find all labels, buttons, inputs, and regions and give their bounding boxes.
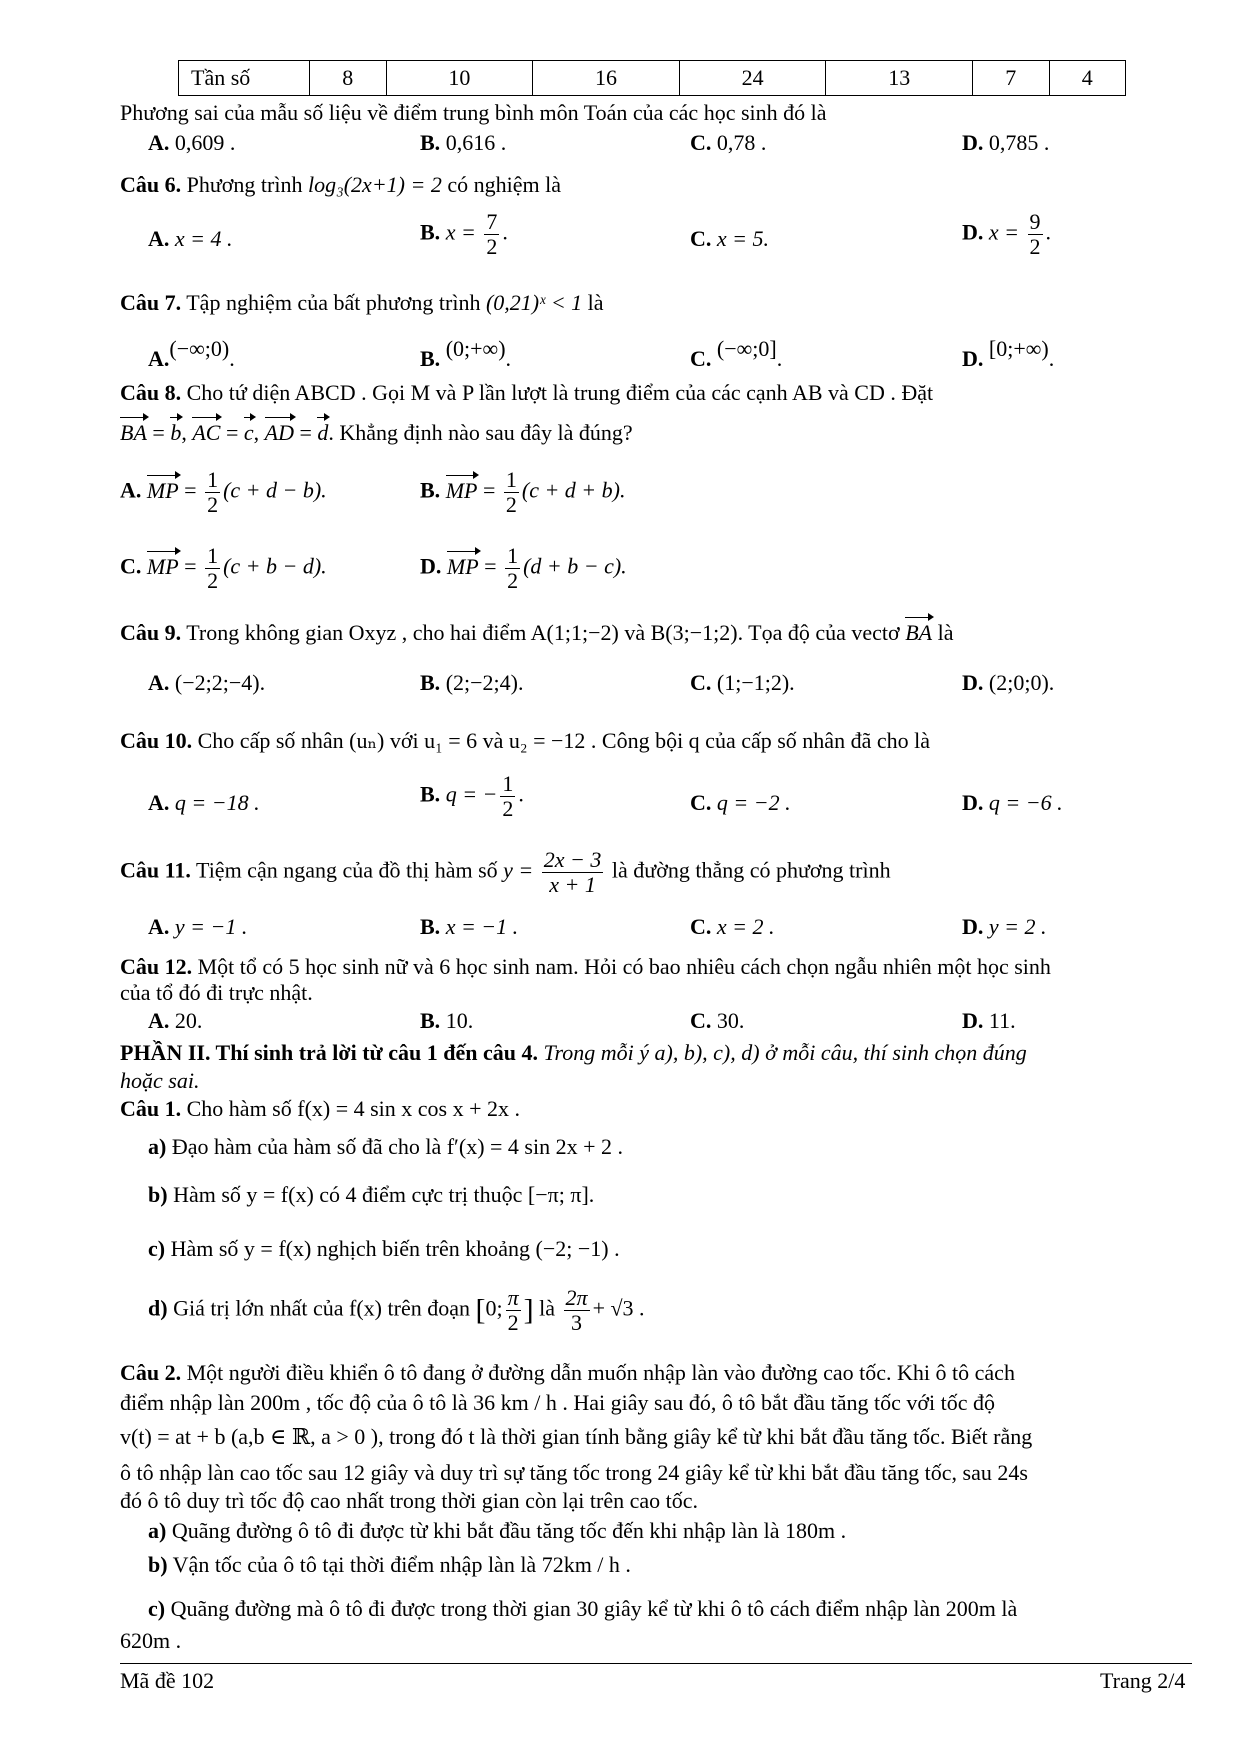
q6-option-c: C. x = 5. bbox=[690, 226, 770, 251]
q8-option-b: B. MP = $\frac{1}{2}$ (c + d + b). bbox=[420, 467, 626, 518]
table-cell: 10 bbox=[386, 61, 533, 96]
p2q1-item-b: b) Hàm số y = f(x) có 4 điểm cực trị thuộc [−π; π]. bbox=[148, 1182, 595, 1207]
q7-option-c: C. (−∞;0]. bbox=[690, 336, 783, 371]
table-cell: 16 bbox=[533, 61, 680, 96]
question-10: Câu 10. Cho cấp số nhân (uₙ) với u₁ = 6 và u₂ = −12 . Công bội q của cấp số nhân đã cho là bbox=[120, 728, 930, 753]
footer-divider bbox=[120, 1663, 1192, 1664]
frequency-table bbox=[178, 60, 1126, 96]
p2q2-item-b: b) Vận tốc của ô tô tại thời điểm nhập làn là 72km / h . bbox=[148, 1552, 631, 1577]
q12-option-b: B. 10. bbox=[420, 1008, 474, 1033]
q6-option-a: A. x = 4 . bbox=[148, 226, 233, 251]
q5-option-d: D. 0,785 . bbox=[962, 130, 1050, 155]
q7-option-d: D. [0;+∞). bbox=[962, 336, 1055, 371]
p2q1-item-c: c) Hàm số y = f(x) nghịch biến trên khoảng (−2; −1) . bbox=[148, 1236, 620, 1261]
q5-option-a: A. 0,609 . bbox=[148, 130, 236, 155]
q11-option-c: C. x = 2 . bbox=[690, 914, 775, 939]
p2q1-item-a: a) Đạo hàm của hàm số đã cho là f′(x) = 4 sin 2x + 2 . bbox=[148, 1134, 624, 1159]
q12-option-c: C. 30. bbox=[690, 1008, 745, 1033]
footer-exam-code: Mã đề 102 bbox=[120, 1668, 215, 1693]
part-2-heading: PHẦN II. Thí sinh trả lời từ câu 1 đến câu 4. Trong mỗi ý a), b), c), d) ở mỗi câu, thí sinh chọn đúng bbox=[120, 1040, 1027, 1065]
table-cell: 4 bbox=[1049, 61, 1126, 96]
q11-option-d: D. y = 2 . bbox=[962, 914, 1047, 939]
q11-option-b: B. x = −1 . bbox=[420, 914, 519, 939]
question-6: Câu 6. Phương trình log₃(2x+1) = 2 có nghiệm là bbox=[120, 172, 561, 197]
p2q2-item-c-line2: 620m . bbox=[120, 1628, 182, 1653]
p2q2-line-3: v(t) = at + b (a,b ∈ ℝ, a > 0 ), trong đó t là thời gian tính bằng giây kể từ khi bắt đầu tăng tốc. Biết rằng bbox=[120, 1424, 1033, 1449]
table-header-cell: Tần số bbox=[179, 61, 310, 96]
q9-option-c: C. (1;−1;2). bbox=[690, 670, 795, 695]
q12-option-d: D. 11. bbox=[962, 1008, 1016, 1033]
p2q2-line-5: đó ô tô duy trì tốc độ cao nhất trong thời gian còn lại trên cao tốc. bbox=[120, 1488, 698, 1513]
q12-option-a: A. 20. bbox=[148, 1008, 203, 1033]
question-12-line2: của tổ đó đi trực nhật. bbox=[120, 980, 313, 1005]
table-cell: 24 bbox=[679, 61, 826, 96]
q8-option-d: D. MP = $\frac{1}{2}$ (d + b − c). bbox=[420, 543, 627, 594]
q6-option-b: B. x = $\frac{7}{2}$ . bbox=[420, 209, 508, 260]
table-cell: 13 bbox=[826, 61, 973, 96]
question-12: Câu 12. Một tổ có 5 học sinh nữ và 6 học sinh nam. Hỏi có bao nhiêu cách chọn ngẫu nhiên một học sinh bbox=[120, 954, 1051, 979]
question-9: Câu 9. Trong không gian Oxyz , cho hai điểm A(1;1;−2) và B(3;−1;2). Tọa độ của vectơ BA là bbox=[120, 620, 954, 645]
q10-option-a: A. q = −18 . bbox=[148, 790, 260, 815]
q9-option-d: D. (2;0;0). bbox=[962, 670, 1055, 695]
question-7: Câu 7. Tập nghiệm của bất phương trình (0,21)ˣ < 1 là bbox=[120, 290, 604, 315]
q8-option-c: C. MP = $\frac{1}{2}$ (c + b − d). bbox=[120, 543, 327, 594]
q10-option-c: C. q = −2 . bbox=[690, 790, 791, 815]
q9-option-a: A. (−2;2;−4). bbox=[148, 670, 266, 695]
p2q2-item-c: c) Quãng đường mà ô tô đi được trong thời gian 30 giây kể từ khi ô tô cách điểm nhập làn 200m là bbox=[148, 1596, 1018, 1621]
q5-option-b: B. 0,616 . bbox=[420, 130, 507, 155]
q8-option-a: A. MP = $\frac{1}{2}$ (c + d − b). bbox=[120, 467, 327, 518]
p2q1-item-d: d) Giá trị lớn nhất của f(x) trên đoạn [0; $\frac{\pi}{2}$ ] là $\frac{2\pi}{3}$ + √3 . bbox=[148, 1285, 645, 1336]
q7-option-a: A.(−∞;0). bbox=[148, 336, 235, 371]
question-8: Câu 8. Cho tứ diện ABCD . Gọi M và P lần lượt là trung điểm của các cạnh AB và CD . Đặt bbox=[120, 380, 934, 405]
question-8-line2: BA = b, AC = c, AD = d. Khẳng định nào sau đây là đúng? bbox=[120, 420, 633, 445]
q5-option-c: C. 0,78 . bbox=[690, 130, 767, 155]
q10-option-b: B. q = − $\frac{1}{2}$ . bbox=[420, 771, 524, 822]
part-2-instruction-line2: hoặc sai. bbox=[120, 1068, 200, 1093]
p2q2-line-2: điểm nhập làn 200m , tốc độ của ô tô là 36 km / h . Hai giây sau đó, ô tô bắt đầu tăng tốc với tốc độ bbox=[120, 1390, 995, 1415]
table-cell: 7 bbox=[973, 61, 1050, 96]
q10-option-d: D. q = −6 . bbox=[962, 790, 1063, 815]
q11-option-a: A. y = −1 . bbox=[148, 914, 248, 939]
part-2-question-1: Câu 1. Cho hàm số f(x) = 4 sin x cos x + 2x . bbox=[120, 1096, 521, 1121]
q9-option-b: B. (2;−2;4). bbox=[420, 670, 524, 695]
question-11: Câu 11. Tiệm cận ngang của đồ thị hàm số y = $\frac{2x - 3}{x + 1}$ là đường thẳng có phương trình bbox=[120, 847, 891, 898]
q7-option-b: B. (0;+∞). bbox=[420, 336, 512, 371]
footer-page-number: Trang 2/4 bbox=[1100, 1668, 1186, 1693]
table-cell: 8 bbox=[310, 61, 387, 96]
part-2-question-2: Câu 2. Một người điều khiển ô tô đang ở đường dẫn muốn nhập làn vào đường cao tốc. Khi ô tô cách bbox=[120, 1360, 1015, 1385]
q6-option-d: D. x = $\frac{9}{2}$ . bbox=[962, 209, 1052, 260]
p2q2-item-a: a) Quãng đường ô tô đi được từ khi bắt đầu tăng tốc đến khi nhập làn là 180m . bbox=[148, 1518, 847, 1543]
question-5-text: Phương sai của mẫu số liệu về điểm trung bình môn Toán của các học sinh đó là bbox=[120, 100, 827, 125]
p2q2-line-4: ô tô nhập làn cao tốc sau 12 giây và duy trì sự tăng tốc trong 24 giây kể từ khi bắt đầu tăng tốc, sau 24s bbox=[120, 1460, 1028, 1485]
